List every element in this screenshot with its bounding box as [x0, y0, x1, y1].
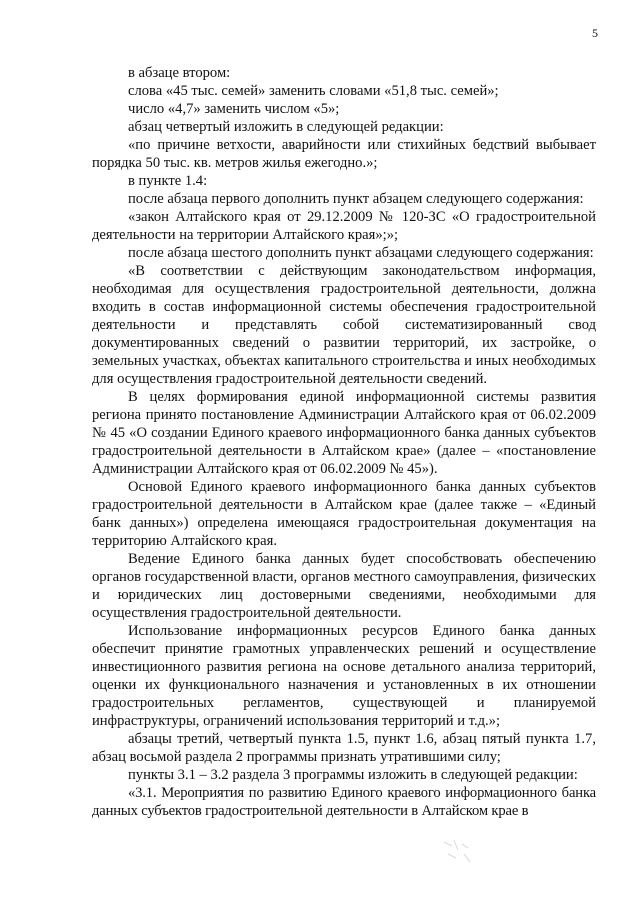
paragraph-11: В целях формирования единой информационной системы развития региона принято постановление Администрации Алтайского края от 06.02.2009 № 45 «О создании Единого краевого информационного банка данных субъектов градостроительной деятельности в Алтайском крае» (далее – «постановление Администрации Алтайского края от 06.02.2009 № 45»).: [92, 389, 596, 477]
scan-artifact-mark: [440, 836, 480, 866]
paragraph-8: «закон Алтайского края от 29.12.2009 № 120-ЗС «О градостроительной деятельности на территории Алтайского края»;»;: [92, 209, 596, 243]
paragraph-12: Основой Единого краевого информационного банка данных субъектов градостроительной деятельности в Алтайском крае (далее также – «Единый банк данных») определена имеющаяся градостроительная документация на территорию Алтайского края.: [92, 479, 596, 549]
paragraph-1: в абзаце втором:: [128, 65, 231, 81]
page-number: 5: [592, 26, 598, 40]
paragraph-7: после абзаца первого дополнить пункт абзацем следующего содержания:: [128, 191, 584, 207]
document-body: [92, 64, 596, 820]
paragraph-3: число «4,7» заменить числом «5»;: [128, 101, 340, 117]
paragraph-13: Ведение Единого банка данных будет способствовать обеспечению органов государственной власти, органов местного самоуправления, физических и юридических лиц достоверными сведениями, необходимыми для осуществления градостроительной деятельности.: [92, 551, 596, 621]
paragraph-5: «по причине ветхости, аварийности или стихийных бедствий выбывает порядка 50 тыс. кв. метров жилья ежегодно.»;: [92, 137, 596, 171]
paragraph-9: после абзаца шестого дополнить пункт абзацами следующего содержания:: [128, 245, 594, 261]
paragraph-17: «3.1. Мероприятия по развитию Единого краевого информационного банка данных субъектов градостроительной деятельности в Алтайском крае в: [92, 785, 596, 819]
paragraph-16: пункты 3.1 – 3.2 раздела 3 программы изложить в следующей редакции:: [128, 767, 578, 783]
paragraph-15: абзацы третий, четвертый пункта 1.5, пункт 1.6, абзац пятый пункта 1.7, абзац восьмой раздела 2 программы признать утратившими силу;: [92, 731, 596, 765]
paragraph-2: слова «45 тыс. семей» заменить словами «51,8 тыс. семей»;: [128, 83, 499, 99]
paragraph-6: в пункте 1.4:: [128, 173, 208, 189]
paragraph-10: «В соответствии с действующим законодательством информация, необходимая для осуществления градостроительной деятельности, должна входить в состав информационной системы обеспечения градостроительной деятельности и представлять собой систематизированный свод документированных сведений о развитии территорий, их застройке, о земельных участках, объектах капитального строительства и иных необходимых для осуществления градостроительной деятельности сведений.: [92, 263, 596, 387]
paragraph-14: Использование информационных ресурсов Единого банка данных обеспечит принятие грамотных управленческих решений и осуществление инвестиционного развития региона на основе детального анализа территорий, оценки их функционального назначения и установленных в их отношении градостроительных регламентов, существующей и планируемой инфраструктуры, ограничений использования территорий и т.д.»;: [92, 623, 596, 729]
paragraph-4: абзац четвертый изложить в следующей редакции:: [128, 119, 444, 135]
